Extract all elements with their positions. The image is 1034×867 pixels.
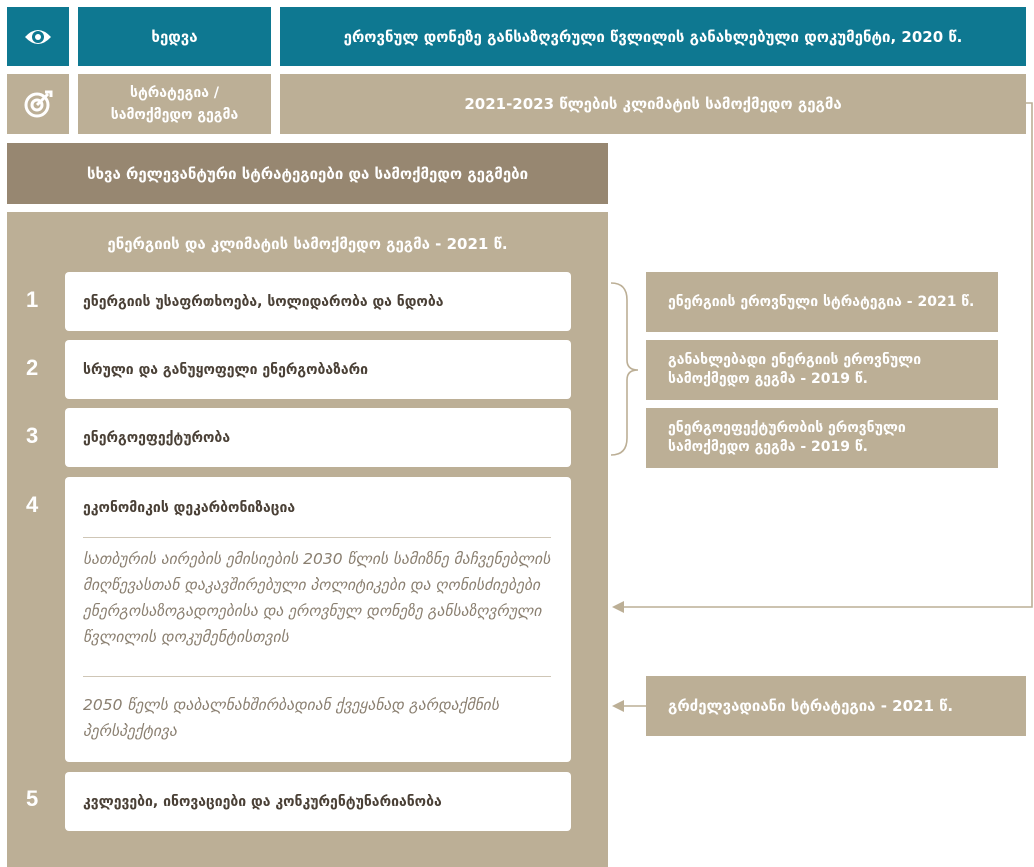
- item-number: 1: [26, 287, 39, 312]
- list-item: სრული და განუყოფელი ენერგობაზარი: [65, 340, 571, 399]
- national-energy-strategy-box: ენერგიის ეროვნული სტრატეგია - 2021 წ.: [646, 272, 998, 332]
- climate-plan-connector: [622, 103, 1032, 607]
- item-number: 4: [26, 492, 39, 517]
- item-number: 5: [26, 786, 39, 811]
- panel-title: ენერგიის და კლიმატის სამოქმედო გეგმა - 2021 წ.: [107, 235, 508, 253]
- list-item: ენერგოეფექტურობა: [65, 408, 571, 467]
- item4-detail-text: სათბურის აირების ემისიების 2030 წლის სამიზნე მაჩვენებლის მიღწევასთან დაკავშირებული პოლიტიკები და ღონისძიებები ენერგოსაზოგადოებისა და ეროვნულ დონეზე განსაზღვრული წვლილის დოკუმენტისთვის: [83, 550, 551, 646]
- item-number: 3: [26, 423, 39, 448]
- strategy-label: სტრატეგია / სამოქმედო გეგმა: [78, 74, 271, 134]
- list-item-title: ეკონომიკის დეკარბონიზაცია: [83, 500, 296, 516]
- list-item: კვლევები, ინოვაციები და კონკურენტუნარიანობა: [65, 772, 571, 831]
- item-number: 2: [26, 355, 39, 380]
- long-term-strategy-box: გრძელვადიანი სტრატეგია - 2021 წ.: [646, 676, 1026, 736]
- climate-action-plan-title: 2021-2023 წლების კლიმატის სამოქმედო გეგმა: [280, 74, 1026, 134]
- arrow-head: [612, 700, 624, 712]
- ndc-title: ეროვნულ დონეზე განსაზღვრული წვლილის განახლებული დოკუმენტი, 2020 წ.: [280, 7, 1026, 66]
- other-strategies-banner: სხვა რელევანტური სტრატეგიები და სამოქმედო გეგმები: [7, 143, 608, 204]
- list-item: ენერგიის უსაფრთხოება, სოლიდარობა და ნდობა: [65, 272, 571, 331]
- arrow-head: [612, 601, 624, 613]
- energy-efficiency-plan-box: ენერგოეფექტურობის ეროვნული სამოქმედო გეგმა - 2019 წ.: [646, 408, 998, 468]
- brace-connector: [611, 283, 638, 455]
- item4-perspective-text: 2050 წელს დაბალნახშირბადიან ქვეყანად გარდაქმნის პერსპექტივა: [83, 696, 499, 740]
- renewable-energy-plan-box: განახლებადი ენერგიის ეროვნული სამოქმედო გეგმა - 2019 წ.: [646, 340, 998, 400]
- vision-label: ხედვა: [78, 7, 271, 66]
